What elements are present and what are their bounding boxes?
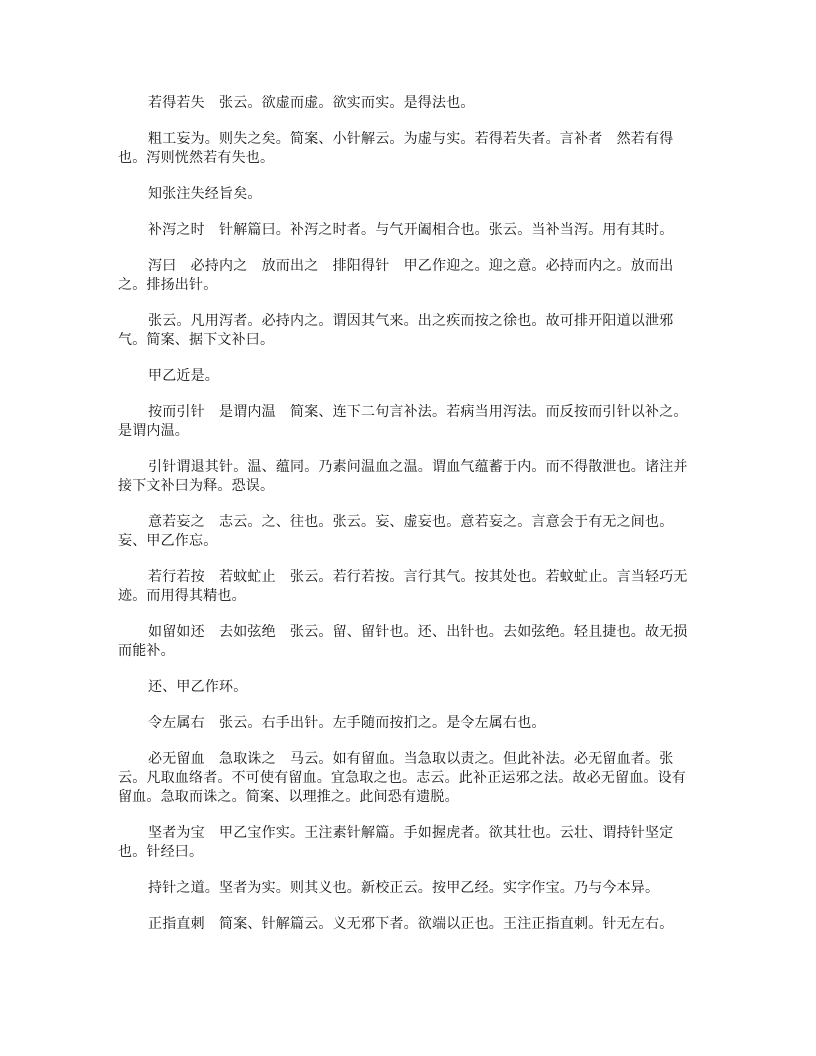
- paragraph: 甲乙近是。: [148, 368, 219, 384]
- paragraph: 坚者为宝 甲乙宝作实。王注素针解篇。手如握虎者。欲其壮也。云壮、谓持针坚定也。针经曰。: [118, 825, 674, 860]
- paragraph: 若行若按 若蚊虻止 张云。若行若按。言行其气。按其处也。若蚊虻止。言当轻巧无迹。而用得其精也。: [118, 569, 688, 604]
- paragraph: 还、甲乙作环。: [148, 679, 248, 695]
- paragraph: 若得若失 张云。欲虚而虚。欲实而实。是得法也。: [148, 95, 475, 111]
- paragraph: 粗工妄为。则失之矣。简案、小针解云。为虚与实。若得若失者。言补者 然若有得也。泻则恍然若有失也。: [118, 131, 674, 166]
- paragraph: 引针谓退其针。温、蕴同。乃素问温血之温。谓血气蕴蓄于内。而不得散泄也。诸注并接下文补曰为释。恐误。: [118, 459, 688, 494]
- paragraph: 知张注失经旨矣。: [148, 186, 262, 202]
- paragraph: 必无留血 急取诛之 马云。如有留血。当急取以责之。但此补法。必无留血者。张云。凡取血络者。不可使有留血。宜急取之也。志云。此补正运邪之法。故必无留血。设有留血。急取而诛之。简案、以理推之。此间恐有遗脱。: [118, 751, 686, 805]
- paragraph: 意若妄之 志云。之、往也。张云。妄、虚妄也。意若妄之。言意会于有无之间也。妄、甲乙作忘。: [118, 514, 674, 549]
- paragraph: 令左属右 张云。右手出针。左手随而按扪之。是令左属右也。: [148, 715, 546, 731]
- paragraph: 补泻之时 针解篇曰。补泻之时者。与气开阖相合也。张云。当补当泻。用有其时。: [148, 222, 674, 238]
- paragraph: 如留如还 去如弦绝 张云。留、留针也。还、出针也。去如弦绝。轻且捷也。故无损而能补。: [118, 624, 688, 659]
- paragraph: 泻曰 必持内之 放而出之 排阳得针 甲乙作迎之。迎之意。必持而内之。放而出之。排扬出针。: [118, 258, 674, 293]
- paragraph: 张云。凡用泻者。必持内之。谓因其气来。出之疾而按之徐也。故可排开阳道以泄邪气。简案、据下文补曰。: [118, 313, 674, 348]
- paragraph: 正指直刺 简案、针解篇云。义无邪下者。欲端以正也。王注正指直刺。针无左右。: [148, 916, 674, 932]
- paragraph: 按而引针 是谓内温 简案、连下二句言补法。若病当用泻法。而反按而引针以补之。是谓内温。: [118, 404, 688, 439]
- paragraph: 持针之道。坚者为实。则其义也。新校正云。按甲乙经。实字作宝。乃与今本异。: [148, 880, 660, 896]
